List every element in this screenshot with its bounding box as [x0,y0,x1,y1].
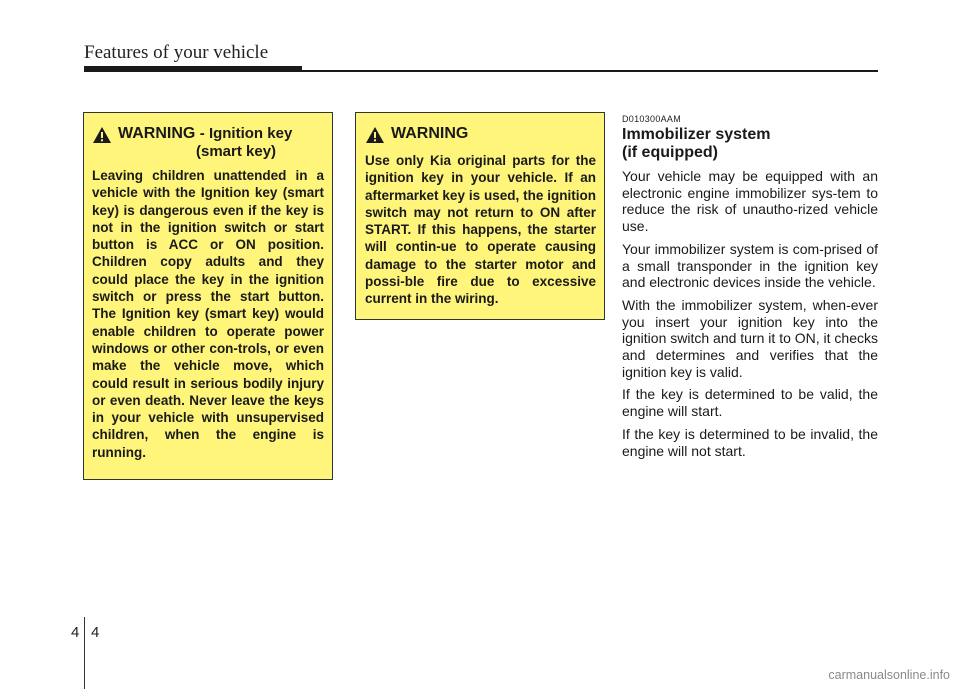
section-paragraph: Your vehicle may be equipped with an electronic engine immobilizer sys-tem to reduce the risk of unautho-rized vehicle use. [622,168,878,235]
section-title-line1: Immobilizer system [622,126,771,143]
section-paragraph: If the key is determined to be valid, the engine will start. [622,386,878,420]
watermark-text: carmanualsonline.info [828,668,950,682]
section-title-line2: (if equipped) [622,144,718,161]
warning-label: WARNING [118,125,196,142]
header-rule [84,70,878,72]
section-paragraph: If the key is determined to be invalid, the engine will not start. [622,425,878,459]
section-title [622,126,771,162]
warning-title-line2: (smart key) [196,143,277,160]
warning-box-original-parts [355,112,605,320]
warning-heading [92,125,324,160]
section-paragraph: Your immobilizer system is com-prised of a small transponder in the ignition key and electronic devices inside the vehicle. [622,240,878,291]
section-body [622,168,878,465]
warning-label: WARNING [391,125,469,142]
section-paragraph: With the immobilizer system, when-ever you insert your ignition key into the ignition switch and turn it to ON, it checks and determines and verifies that the ignition key is valid. [622,296,878,380]
warning-triangle-icon [92,126,112,144]
warning-box-ignition-key [83,112,333,480]
warning-title-suffix: - Ignition key [199,125,293,142]
footer-divider [84,617,85,689]
warning-triangle-icon [365,126,385,144]
page-header-title: Features of your vehicle [84,42,269,63]
chapter-number: 4 [71,624,80,641]
warning-body: Leaving children unattended in a vehicle with the Ignition key (smart key) is dangerous even if the key is not in the ignition switch or start button is ACC or ON position. Children copy adults and they could place the key in the ignition switch or press the start button. The Ignition key (smart key) would enable children to operate power windows or other con-trols, or even make the vehicle move, which could result in serious bodily injury or even death. Never leave the keys in your vehicle with unsupervised children, when the engine is running. [92,168,324,460]
page-number: 4 [91,624,100,641]
warning-heading [365,125,596,144]
warning-body: Use only Kia original parts for the ignition key in your vehicle. If an aftermarket key is used, the ignition switch may not return to ON after START. If this happens, the starter will contin-ue to operate causing damage to the starter motor and possi-ble fire due to excessive current in the wiring. [365,153,596,307]
section-code: D010300AAM [622,114,682,124]
